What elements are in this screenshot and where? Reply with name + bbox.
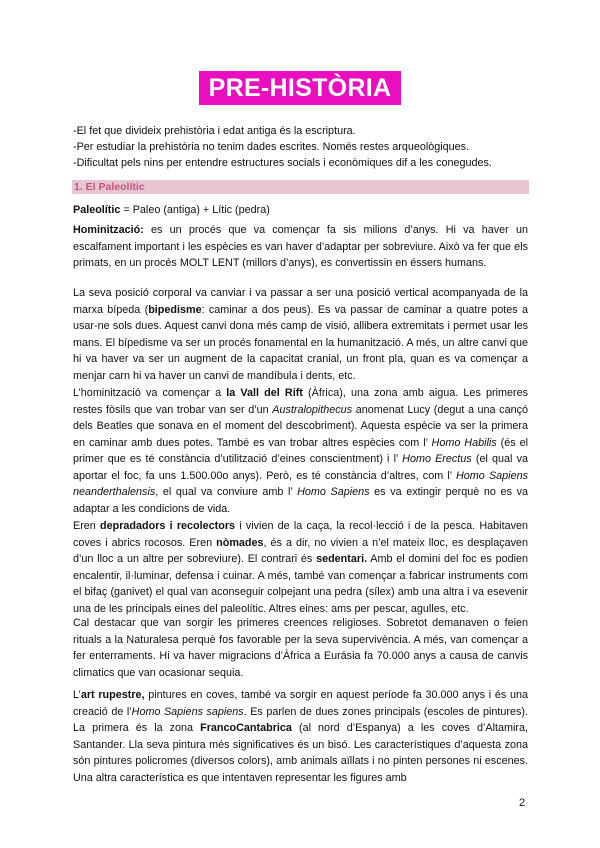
species-italic: Homo Sapiens neanderthalensis [73, 469, 528, 498]
paragraph-text: (Àfrica), una zona amb aigua. Les primeres restes fòsils que van trobar van ser d’un [73, 387, 528, 416]
term-bold: art rupestre, [80, 689, 145, 701]
definition-term: Paleolític [73, 204, 121, 216]
paragraph-text: L’hominització va començar a [73, 387, 227, 399]
intro-line: -El fet que divideix prehistòria i edat antiga és la escriptura. [73, 125, 356, 137]
definition-text: = Paleo (antiga) + Lític (pedra) [120, 204, 270, 216]
page-title: PRE-HISTÒRIA [199, 71, 402, 105]
paragraph-text: , és a dir, no vivien a n’el mateix lloc, es desplaçaven d’un lloc a un altre per sobreviure). El contrari és [73, 536, 529, 565]
paragraph-hominitzacio [73, 222, 528, 272]
term-bold: nòmades [216, 536, 264, 549]
paragraph-text: pintures en coves, també va sorgir en aquest període fa 30.000 anys i és una creació de l’ [73, 689, 528, 718]
paragraph-depradadors [73, 518, 528, 617]
paragraph-text: (al nord d’Espanya) a les coves d’Altamira, Santander. Lla seva pintura més significatives és un bisó. Les característiques d’aquesta zona són pintures policromes (diversos colors), amb animals aïllats i no pinten persones ni escenes. Una altra característica es que intentaven representar les figures amb [73, 722, 528, 784]
paragraph-text: es va extingir perquè no es va adaptar a les condicions de vida. [73, 486, 528, 515]
paragraph-art-rupestre [73, 687, 528, 786]
species-italic: Homo Sapiens [297, 486, 370, 498]
species-italic: Homo Sapiens sapiens [131, 705, 244, 718]
paragraph-text: , el qual va conviure amb l’ [155, 486, 298, 498]
paragraph-text: i vivien de la caça, la recol·lecció i de la pesca. Habitaven coves i abrics rocosos. Eren [73, 520, 528, 549]
paragraph-text: (és el primer que es té constància d’utilització d’eines conscientment) i l’ [73, 436, 528, 465]
paragraph-text: Cal destacar que van sorgir les primeres creences religioses. Sobretot demanaven o feien rituals a la Naturalesa perquè fos favorable per la seva supervivència. A més, van començar a fer enterraments. Hi va haver migracions d’Àfrica a Eurásia fa 70.000 anys a causa de canvis climatics que van ocasionar sequia. [73, 617, 528, 679]
intro-notes [73, 123, 543, 171]
paragraph-text: . Es parlen de dues zones principals (escoles de pintures). La primera és la zona [73, 705, 528, 734]
title-container [0, 71, 600, 105]
paragraph-text: anomenat Lucy (degut a una cançó dels Beatles que sonava en el moment del descobriment). Aquesta espècie va ser la primera en caminar amb dues potes. També es van trobar altres espècies com l’ [73, 403, 528, 449]
paragraph-text: es un procés que va començar fa sis milions d’anys. Hi va haver un escalfament important i les espècies es van haver d’adaptar per sobreviure. Això va fer que els primats, en un procés MOLT LENT (millors d’anys), es convertissin en éssers humans. [73, 224, 528, 269]
paragraph-creences [73, 615, 528, 681]
paragraph-bipedisme [73, 285, 528, 384]
intro-line: -Per estudiar la prehistòria no tenim dades escrites. Només restes arqueològiques. [73, 141, 470, 153]
term-bold: Hominització: [73, 224, 144, 236]
paragraph-text: Amb el domini del foc es podien encalentir, il·luminar, defensa i cuinar. A més, també van començar a fabricar instruments com el bifaç (ganivet) el qual van aconseguir colpejant una pedra (sílex) amb una altra i va esevenir una de les principals eines del paleolític. Altres eines: ams per pescar, agulles, etc. [73, 553, 528, 615]
paragraph-vall-del-rift [73, 385, 528, 517]
term-bold: bipedisme [148, 303, 202, 316]
paragraph-text: (el qual va aportar el foc, fa uns 1.500.00o anys). Però, es té constància d’altres, com l’ [73, 453, 528, 482]
paragraph-text: La seva posició corporal va canviar i va passar a ser una posició vertical acompanyada de la marxa bípeda ( [73, 287, 528, 316]
species-italic: Homo Erectus [402, 453, 472, 465]
section-heading: 1. El Paleolític [72, 180, 529, 194]
intro-line: -Dificultat pels nins per entendre estructures socials i econòmiques dif a les conegudes. [73, 157, 492, 169]
paragraph-text: : caminar a dos peus). Es va passar de caminar a quatre potes a usar-ne sols dues. Aquest canvi dona més camp de visió, allibera extremitats i permet usar les mans. El bípedisme va ser un procés fonamental en la humanització. A més, un altre canvi que hi va haver va ser un augment de la capacitat cranial, un front pla, quan es va començar a menjar carn hi va haver un canvi de mandíbula i dents, etc. [73, 303, 528, 382]
species-italic: Australopithecus [272, 403, 353, 416]
page-number: 2 [519, 797, 526, 809]
paragraph-text: L’ [73, 689, 81, 701]
species-italic: Homo Habilis [431, 436, 497, 449]
paragraph-text: Eren [73, 520, 101, 532]
term-bold: sedentari. [316, 553, 368, 565]
term-bold: FrancoCantabrica [200, 722, 292, 734]
definition-paragraph [73, 202, 528, 219]
term-bold: la Vall del Rift [226, 387, 303, 399]
term-bold: depradadors i recolectors [100, 520, 236, 532]
